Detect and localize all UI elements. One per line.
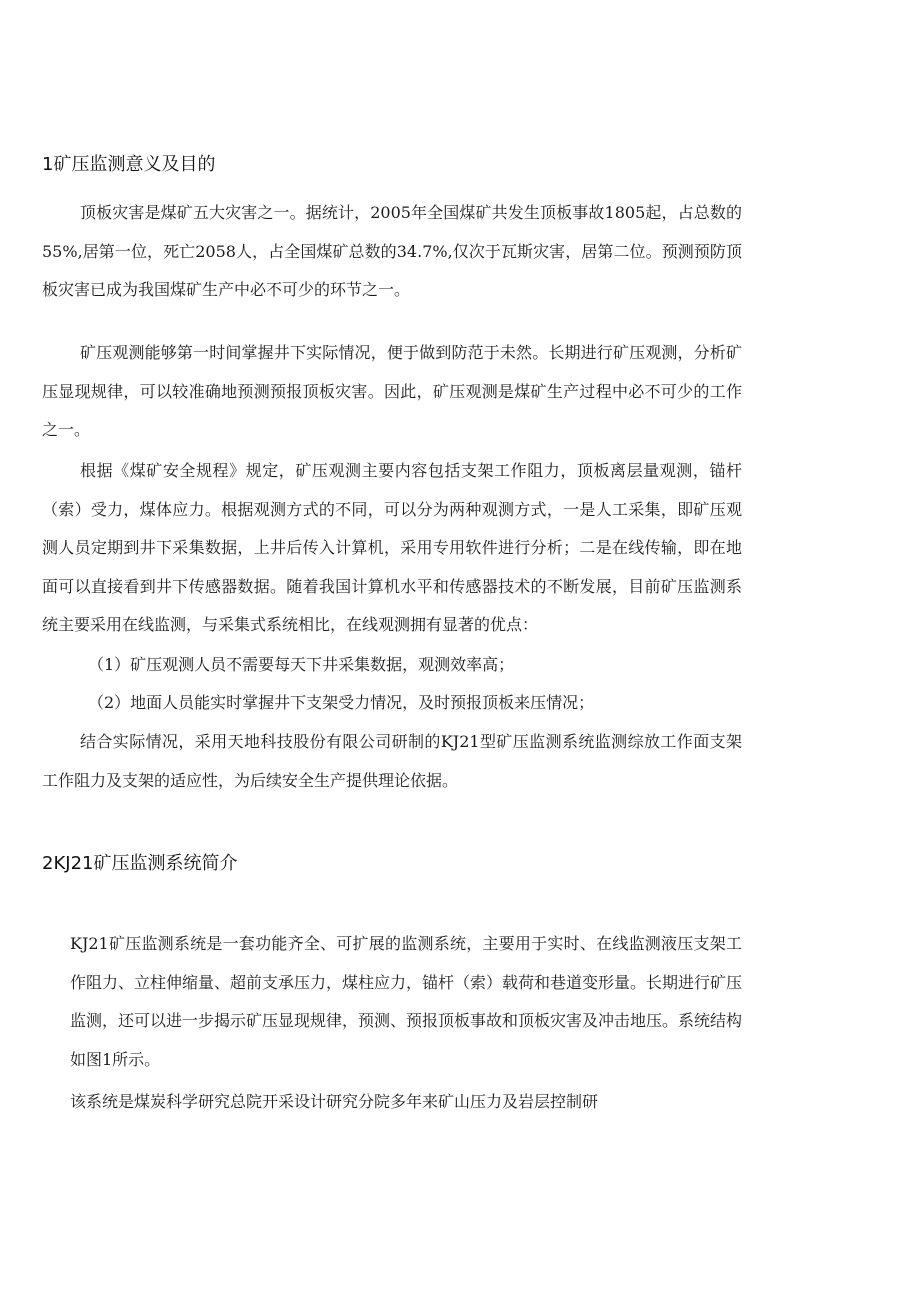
list-item: （2）地面人员能实时掌握井下支架受力情况，及时预报顶板来压情况； [88,693,595,712]
list-item: （1）矿压观测人员不需要每天下井采集数据，观测效率高； [88,655,515,674]
paragraph-roof-disaster: 顶板灾害是煤矿五大灾害之一。据统计，2005年全国煤矿共发生顶板事故1805起，占总数的55%,居第一位，死亡2058人，占全国煤矿总数的34.7%,仅次于瓦斯灾害，居第二位。预测预防顶板灾害已成为我国煤矿生产中必不可少的环节之一。 [42,203,742,299]
paragraph-system-origin: 该系统是煤炭科学研究总院开采设计研究分院多年来矿山压力及岩层控制研 [70,1092,599,1111]
paragraph-pressure-observation: 矿压观测能够第一时间掌握井下实际情况，便于做到防范于未然。长期进行矿压观测，分析矿压显现规律，可以较准确地预测预报顶板灾害。因此，矿压观测是煤矿生产过程中必不可少的工作之一。 [42,343,742,439]
section-heading-2: 2KJ21矿压监测系统简介 [42,853,238,874]
paragraph-conclusion: 结合实际情况，采用天地科技股份有限公司研制的KJ21型矿压监测系统监测综放工作面支架工作阻力及支架的适应性，为后续安全生产提供理论依据。 [42,732,742,790]
paragraph-regulations: 根据《煤矿安全规程》规定，矿压观测主要内容包括支架工作阻力，顶板离层量观测，锚杆（索）受力，煤体应力。根据观测方式的不同，可以分为两种观测方式，一是人工采集，即矿压观测人员定期到井下采集数据，上井后传入计算机，采用专用软件进行分析；二是在线传输，即在地面可以直接看到井下传感器数据。随着我国计算机水平和传感器技术的不断发展，目前矿压监测系统主要采用在线监测，与采集式系统相比，在线观测拥有显著的优点： [42,461,742,634]
paragraph-system-intro: KJ21矿压监测系统是一套功能齐全、可扩展的监测系统，主要用于实时、在线监测液压支架工作阻力、立柱伸缩量、超前支承压力，煤柱应力，锚杆（索）载荷和巷道变形量。长期进行矿压监测，还可以进一步揭示矿压显现规律，预测、预报顶板事故和顶板灾害及冲击地压。系统结构如图1所示。 [70,934,743,1069]
section-heading-1: 1矿压监测意义及目的 [42,154,216,175]
